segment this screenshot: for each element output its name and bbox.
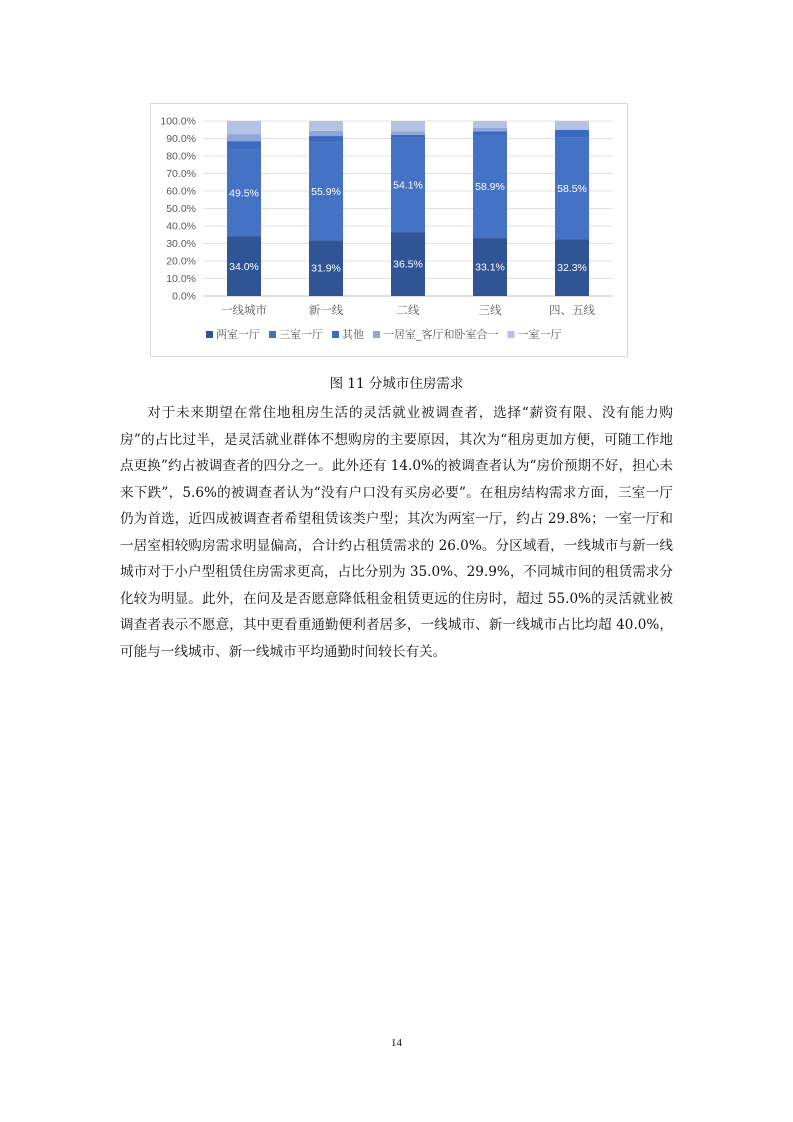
bar-segment	[227, 141, 261, 150]
data-label: 54.1%	[393, 179, 423, 192]
bar-segment	[473, 128, 507, 132]
y-tick-label: 0.0%	[172, 290, 196, 303]
legend-label: 其他	[342, 328, 364, 341]
legend-label: 三室一厅	[279, 328, 323, 341]
bar-segment	[391, 121, 425, 132]
chart-svg	[151, 104, 629, 358]
figure-caption: 图 11 分城市住房需求	[329, 376, 464, 392]
y-tick-label: 90.0%	[166, 133, 196, 145]
x-category-label: 三线	[478, 303, 502, 317]
data-label: 55.9%	[311, 185, 341, 198]
data-label: 33.1%	[475, 261, 505, 274]
data-label: 34.0%	[229, 260, 259, 273]
legend-label: 一室一厅	[517, 328, 562, 341]
data-label: 31.9%	[311, 262, 341, 275]
y-tick-label: 20.0%	[166, 255, 196, 268]
data-label: 36.5%	[393, 258, 423, 271]
data-label: 58.9%	[475, 181, 505, 194]
bar-segment	[555, 130, 589, 137]
x-category-label: 二线	[396, 303, 420, 317]
x-category-label: 四、五线	[549, 303, 595, 317]
bar-segment	[391, 135, 425, 137]
data-label: 49.5%	[229, 187, 259, 200]
legend-swatch	[508, 331, 515, 338]
bar-segment	[391, 132, 425, 136]
legend-label: 一居室_客厅和卧室合一	[383, 328, 499, 341]
bar-segment	[309, 136, 343, 142]
legend-label: 两室一厅	[216, 328, 260, 341]
bar-segment	[473, 121, 507, 128]
bar-segment	[473, 132, 507, 136]
legend-swatch	[373, 331, 380, 338]
body-text	[120, 400, 673, 665]
legend-swatch	[332, 331, 339, 338]
x-category-label: 新一线	[308, 303, 344, 317]
y-tick-label: 80.0%	[166, 150, 196, 163]
data-label: 32.3%	[557, 262, 587, 275]
legend-swatch	[206, 331, 213, 338]
y-tick-label: 100.0%	[160, 115, 196, 128]
bar-segment	[555, 121, 589, 130]
y-tick-label: 30.0%	[166, 238, 196, 250]
bar-segment	[309, 131, 343, 136]
x-category-label: 一线城市	[221, 303, 267, 317]
y-tick-label: 70.0%	[166, 168, 196, 180]
legend-swatch	[269, 331, 276, 338]
data-label: 58.5%	[557, 182, 587, 195]
y-tick-label: 60.0%	[166, 185, 196, 198]
y-tick-label: 50.0%	[166, 203, 196, 215]
bar-segment	[227, 121, 261, 134]
paragraph: 对于未来期望在常住地租房生活的灵活就业被调查者，选择“薪资有限、没有能力购房”的占比过半，是灵活就业群体不想购房的主要原因，其次为“租房更加方便，可随工作地点更换”约占被调查者的四分之一。此外还有 14.0%的被调查者认为“房价预期不好，担心未来下跌”，5.6%的被调查者认为“没有户口没有买房必要”。在租房结构需求方面，三室一厅仍为首选，近四成被调查者希望租赁该类户型；其次为两室一厅，约占 29.8%；一室一厅和一居室相较购房需求明显偏高，合计约占租赁需求的 26.0%。分区域看，一线城市与新一线城市对于小户型租赁住房需求更高，占比分别为 35.0%、29.9%，不同城市间的租赁需求分化较为明显。此外，在问及是否愿意降低租金租赁更远的住房时，超过 55.0%的灵活就业被调查者表示不愿意，其中更看重通勤便利者居多，一线城市、新一线城市占比均超 40.0%，可能与一线城市、新一线城市平均通勤时间较长有关。	[120, 405, 673, 660]
bar-segment	[309, 121, 343, 131]
y-tick-label: 40.0%	[166, 220, 196, 233]
stacked-bar-chart	[150, 103, 628, 357]
y-tick-label: 10.0%	[166, 273, 196, 285]
page-number: 14	[391, 1037, 402, 1049]
bar-segment	[227, 134, 261, 141]
